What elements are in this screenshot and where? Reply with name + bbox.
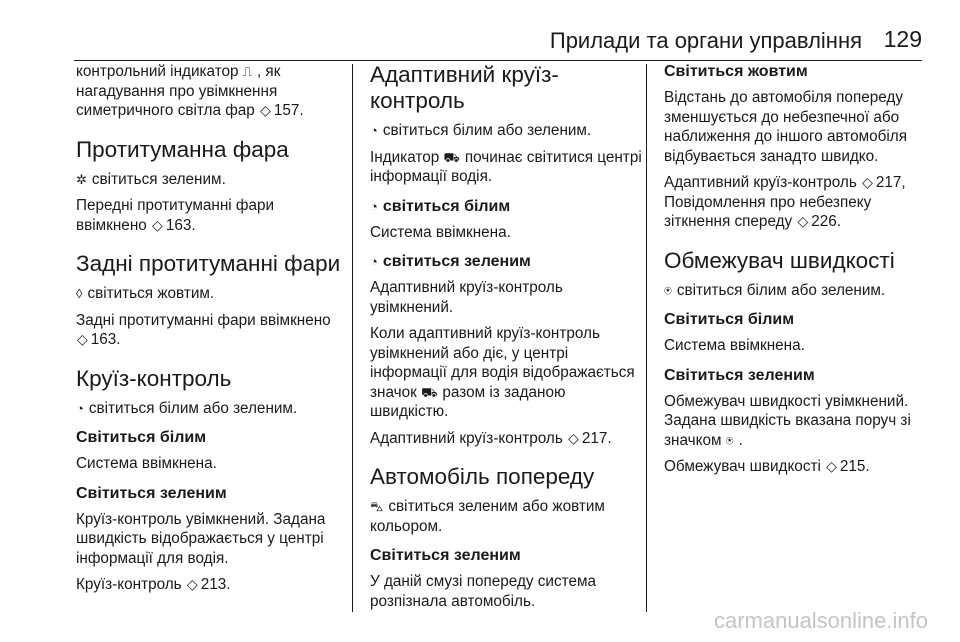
paragraph: ◔ світиться білим або зеленим. (370, 122, 592, 139)
paragraph: Система ввімкнена. (664, 337, 805, 354)
page-header (0, 22, 960, 62)
cruise-control-icon: ◔ (370, 123, 378, 138)
paragraph: У даній смузі попереду система розпізнала автомобіль. (370, 573, 596, 610)
subheading: Світиться білим (664, 311, 795, 328)
paragraph: Відстань до автомобіля попереду зменшується до небезпечної або наближення до іншого автомобіля відбувається занадто швидко. (664, 89, 908, 165)
acc-vehicle-icon: ⛟ (443, 149, 460, 165)
cruise-control-icon: ◔ (76, 400, 84, 416)
paragraph: Обмежувач швидкості увімкнений. Задана швидкість вказана поруч зі значком ⍟ . (664, 392, 911, 449)
paragraph: Задні протитуманні фари ввімкнено ◇ 163. (76, 311, 331, 348)
rear-fog-light-icon: ◊ (76, 286, 83, 301)
subheading: ◔ світиться зеленим (370, 253, 531, 270)
paragraph: ◔ світиться білим або зеленим. (76, 399, 298, 417)
page-ref-link[interactable]: 163. (90, 331, 121, 348)
paragraph: Адаптивний круїз-контроль ◇ 217. (370, 429, 612, 447)
page-number: 129 (883, 26, 922, 52)
section-heading: Задні протитуманні фари (76, 251, 341, 276)
page-ref-icon: ◇ (152, 216, 163, 233)
column-3 (664, 62, 926, 484)
column-2 (370, 62, 642, 618)
paragraph: Індикатор ⛟ починає світитися центрі інформації водія. (370, 148, 642, 185)
paragraph: контрольний індикатор ⎍ , як нагадування про увімкнення симетричного світла фар ◇ 157. (76, 63, 304, 119)
paragraph: ⍟ світиться білим або зеленим. (664, 281, 886, 299)
subheading: Світиться зеленим (370, 547, 521, 564)
page-ref-icon: ◇ (568, 429, 579, 446)
column-1 (76, 62, 346, 602)
page-ref-link[interactable]: 226. (811, 213, 841, 230)
section-heading: Адаптивний круїз-контроль (370, 62, 559, 113)
section-heading: Обмежувач швидкості (664, 247, 895, 273)
subheading: Світиться жовтим (664, 63, 808, 80)
high-beam-icon: ⎍ (242, 64, 252, 79)
column-divider (646, 64, 647, 612)
speed-limiter-icon: ⍟ (725, 432, 734, 448)
page-ref-icon: ◇ (186, 576, 198, 592)
page-ref-link[interactable]: 217. (581, 429, 612, 447)
paragraph: Адаптивний круїз-контроль ◇ 217, Повідомлення про небезпеку зіткнення спереду ◇ 226. (664, 174, 906, 230)
subheading: Світиться зеленим (76, 484, 227, 502)
paragraph: Обмежувач швидкості ◇ 215. (664, 458, 870, 475)
section-heading: Круїз-контроль (76, 365, 232, 391)
page-ref-link[interactable]: 217, (875, 174, 906, 191)
paragraph: ◊ світиться жовтим. (76, 285, 215, 302)
front-fog-light-icon: ✲ (76, 171, 87, 187)
paragraph: Передні протитуманні фари ввімкнено ◇ 163. (76, 197, 275, 234)
paragraph: Круїз-контроль ◇ 213. (76, 576, 231, 593)
header-title: Прилади та органи управління (549, 28, 862, 53)
page-ref-icon: ◇ (862, 174, 873, 190)
paragraph: Коли адаптивний круїз-контроль увімкнений або діє, у центрі інформації для водія відображається значок ⛟ разом із заданою швидкістю. (370, 325, 635, 420)
page-ref-link[interactable]: 213. (200, 576, 231, 593)
page-ref-link[interactable]: 163. (165, 216, 196, 234)
paragraph: Адаптивний круїз-контроль увімкнений. (370, 279, 563, 316)
cruise-control-icon: ◔ (370, 254, 378, 269)
page-ref-icon: ◇ (797, 213, 809, 229)
watermark: carmanualsonline.info (713, 608, 928, 633)
section-heading: Протитуманна фара (76, 136, 289, 162)
paragraph: ✲ світиться зеленим. (76, 170, 226, 188)
page-ref-icon: ◇ (826, 458, 837, 474)
page-ref-icon: ◇ (77, 331, 88, 347)
page-ref-link[interactable]: 157. (273, 102, 304, 119)
cruise-control-icon: ◔ (370, 198, 378, 214)
header-rule (74, 60, 922, 61)
paragraph: Система ввімкнена. (370, 223, 511, 241)
paragraph: ⛍ світиться зеленим або жовтим кольором. (370, 498, 605, 535)
subheading: Світиться зеленим (664, 366, 815, 384)
paragraph: Система ввімкнена. (76, 455, 217, 472)
vehicle-ahead-icon: ⛍ (370, 499, 384, 514)
speed-limiter-icon: ⍟ (664, 282, 672, 298)
paragraph: Круїз-контроль увімкнений. Задана швидкість відображається у центрі інформації для водія. (76, 510, 326, 567)
subheading: Світиться білим (76, 429, 207, 446)
section-heading: Автомобіль попереду (370, 464, 595, 489)
acc-vehicle-icon: ⛟ (421, 384, 438, 400)
column-divider (352, 64, 353, 612)
page-ref-icon: ◇ (260, 102, 271, 118)
page-ref-link[interactable]: 215. (839, 458, 870, 475)
subheading: ◔ світиться білим (370, 197, 511, 215)
